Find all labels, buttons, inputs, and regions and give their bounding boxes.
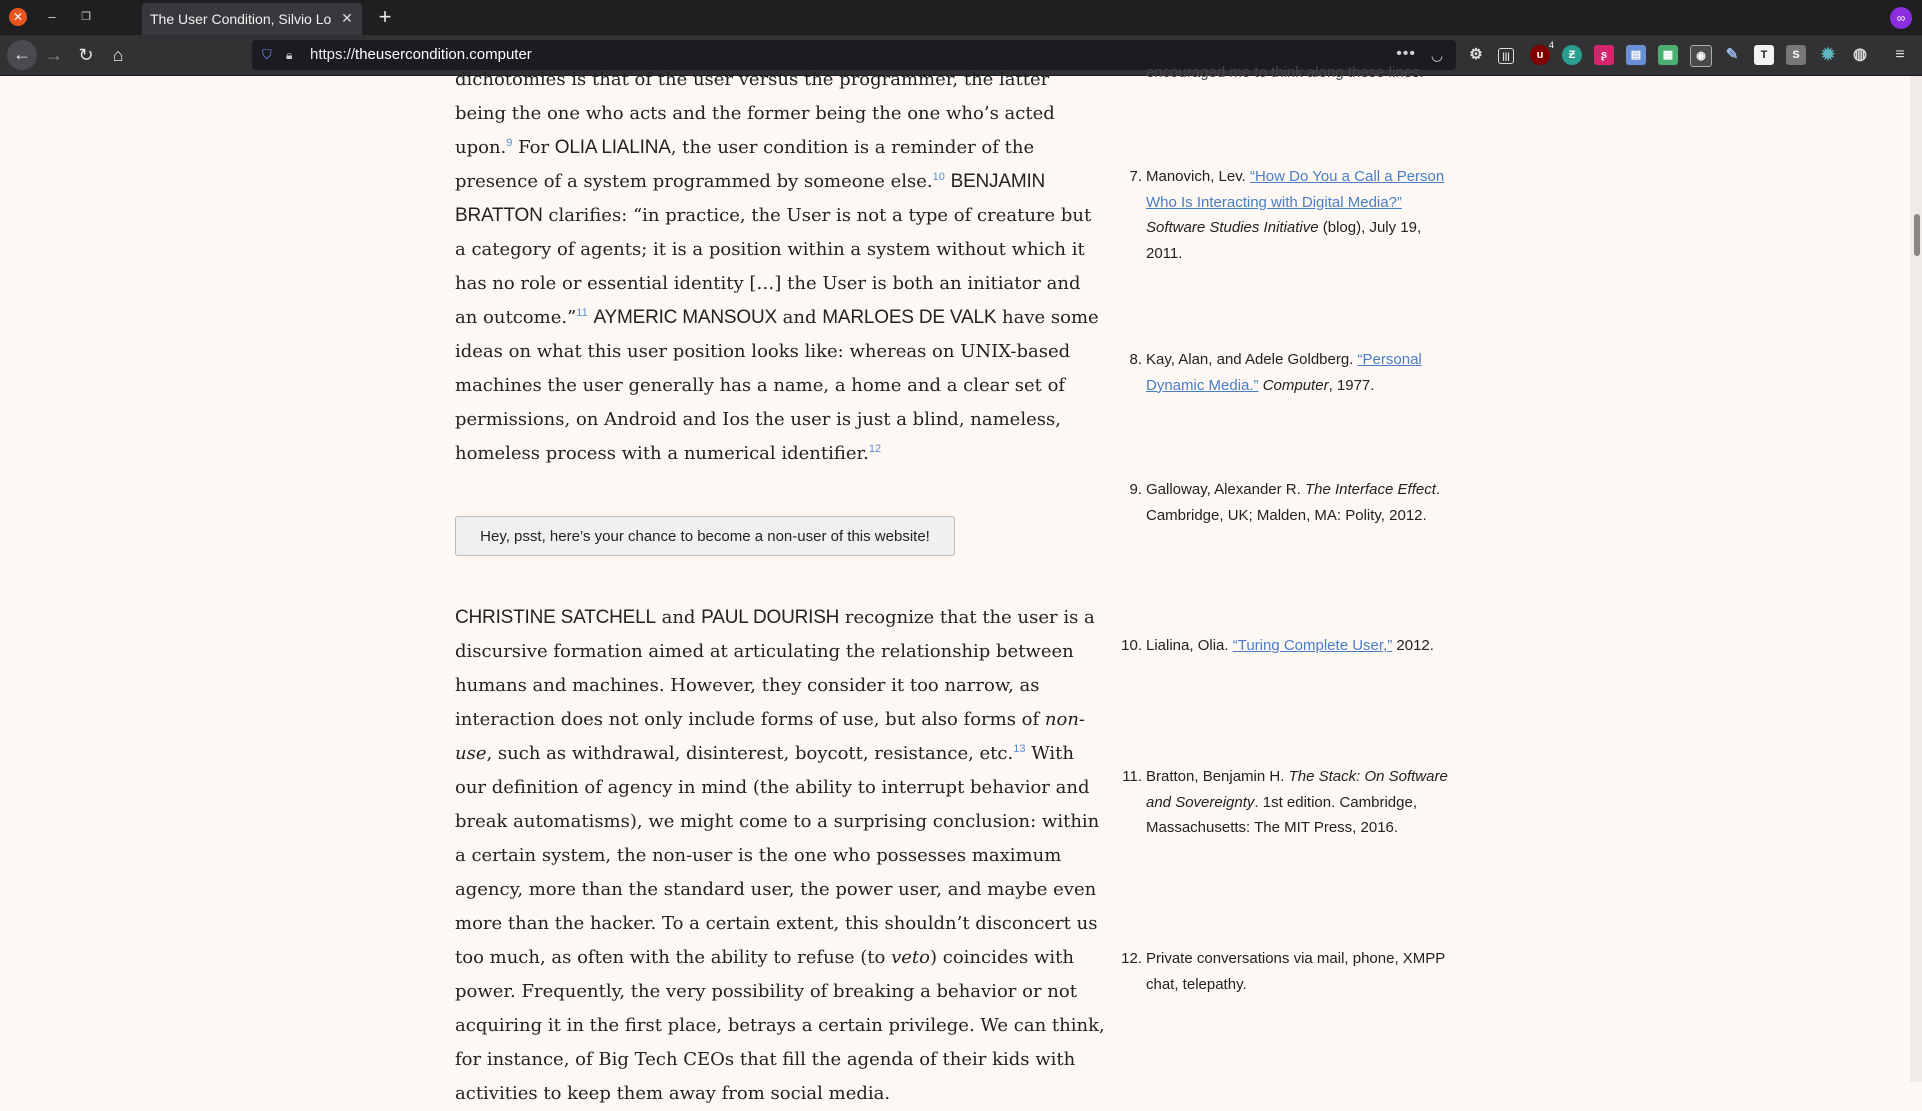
- footnote-text: Bratton, Benjamin H.: [1146, 768, 1289, 785]
- home-icon[interactable]: ⌂: [112, 45, 124, 65]
- window-restore-icon[interactable]: ❐: [81, 11, 91, 23]
- footnote-12: [1121, 946, 1461, 997]
- footnote-text: . Cambridge, UK; Malden, MA: Polity, 2012.: [1146, 481, 1441, 524]
- page-viewport: [0, 64, 1922, 1104]
- emphasis-non-use: non-use: [455, 709, 1085, 764]
- footnote-ref-11[interactable]: 11: [576, 307, 588, 319]
- library-icon[interactable]: |||: [1498, 48, 1514, 64]
- footnote-number: 7.: [1129, 168, 1142, 185]
- footnote-link[interactable]: “Turing Complete User,”: [1232, 637, 1393, 654]
- author-name: MARLOES DE VALK: [822, 307, 997, 328]
- footnote-7: [1129, 164, 1461, 266]
- tab-active[interactable]: [142, 3, 362, 35]
- footnote-text: (blog), July 19, 2011.: [1146, 219, 1422, 262]
- footnote-text: , 1977.: [1328, 376, 1375, 394]
- document-extension-icon[interactable]: ▤: [1626, 45, 1646, 65]
- url-text[interactable]: [310, 46, 532, 64]
- gear-cog-extension-icon[interactable]: ✹: [1820, 45, 1836, 64]
- s-extension-icon[interactable]: S: [1786, 45, 1806, 65]
- pocket-icon[interactable]: ◡: [1430, 47, 1444, 63]
- footnote-title: Computer: [1262, 376, 1329, 394]
- footnote-number: 12.: [1121, 950, 1142, 967]
- new-tab-button[interactable]: +: [378, 4, 392, 29]
- text-run: dichotomies is that of the user versus the programmer, the latter being the one who acts and the former being the one who’s acted upon.: [455, 69, 1055, 158]
- footnote-number: 11.: [1122, 768, 1142, 785]
- text-run: have some ideas on what this user position looks like: whereas on UNIX-based machines the user generally has a name, a home and a clear set of permissions, on Android and Ios the user is just a blind, nameless, homeless process with a numerical identifier.: [455, 307, 1099, 464]
- footnote-text: Lialina, Olia.: [1146, 637, 1233, 654]
- article-body: [455, 63, 1105, 1111]
- text-run: ) coincides with power. Frequently, the very possibility of breaking a behavior or not acquiring it in the first place, betrays a certain privilege. We can think, for instance, of Big Tech CEOs that fill the agenda of their kids with activities to keep them away from social media.: [455, 947, 1105, 1104]
- gear-extension-icon[interactable]: ⚙: [1469, 46, 1483, 63]
- footnote-9: [1129, 477, 1461, 528]
- footnote-title: Software Studies Initiative: [1146, 219, 1319, 236]
- footnote-text: . 1st edition. Cambridge, Massachusetts: The MIT Press, 2016.: [1146, 793, 1417, 836]
- footnote-number: 10.: [1121, 637, 1142, 654]
- text-run: For: [512, 137, 555, 158]
- footnote-number: 9.: [1129, 481, 1142, 498]
- footnote-8: [1129, 347, 1461, 398]
- author-name: CHRISTINE SATCHELL: [455, 607, 656, 628]
- sheet-extension-icon[interactable]: ▦: [1658, 45, 1678, 65]
- author-name: AYMERIC MANSOUX: [593, 307, 777, 328]
- footnote-ref-10[interactable]: 10: [932, 171, 945, 183]
- footnote-6-tail: encouraged me to think along these lines.: [1146, 64, 1424, 81]
- footnote-text: Kay, Alan, and Adele Goldberg.: [1146, 351, 1358, 368]
- reload-icon[interactable]: ↻: [78, 45, 94, 65]
- page-scrollbar[interactable]: [1910, 76, 1922, 1082]
- author-name: BENJAMIN BRATTON: [455, 171, 1046, 226]
- scrollbar-thumb[interactable]: [1914, 214, 1920, 256]
- paragraph-users: [455, 63, 1105, 471]
- paragraph-non-users: [455, 601, 1105, 1111]
- private-browsing-mask-icon: ∞: [1890, 7, 1912, 29]
- text-run: and: [776, 307, 823, 328]
- lock-icon[interactable]: 🔒︎: [286, 48, 293, 62]
- hamburger-menu-icon[interactable]: ≡: [1895, 46, 1905, 63]
- footnote-title: The Interface Effect: [1304, 481, 1436, 498]
- pink-extension-icon[interactable]: ʂ: [1594, 45, 1614, 65]
- page-actions-menu-icon[interactable]: •••: [1396, 45, 1416, 62]
- tab-close-icon[interactable]: ✕: [341, 10, 353, 26]
- footnote-text: Private conversations via mail, phone, XMPP chat, telepathy.: [1146, 950, 1446, 993]
- ublock-badge-count: 4: [1548, 40, 1554, 50]
- footnote-text: 2012.: [1392, 637, 1434, 654]
- footnote-number: 8.: [1129, 351, 1142, 368]
- browser-titlebar: [0, 0, 1922, 35]
- ublock-origin-icon[interactable]: u 4: [1530, 45, 1550, 65]
- tab-title: The User Condition, Silvio Lo: [150, 11, 332, 27]
- footnote-10: [1121, 633, 1461, 659]
- text-run: With our definition of agency in mind (the ability to interrupt behavior and break automatisms), we might come to a surprising conclusion: within a certain system, the non-user is the one who possesses maximum agency, more than the standard user, the power user, and maybe even more than the hacker. To a certain extent, this shouldn’t disconcert us too much, as often with the ability to refuse (to: [455, 743, 1100, 968]
- text-run: , such as withdrawal, disinterest, boycott, resistance, etc.: [486, 743, 1014, 764]
- text-run: recognize that the user is a discursive formation aimed at articulating the relationship between humans and machines. However, they consider it too narrow, as interaction does not only include forms of use, but also forms of: [455, 607, 1095, 730]
- footnote-ref-9[interactable]: 9: [506, 137, 513, 149]
- tracking-protection-shield-icon[interactable]: ⛉: [262, 47, 272, 62]
- footnote-title: The Stack: On Software and Sovereignty: [1146, 768, 1448, 811]
- author-name: PAUL DOURISH: [701, 607, 840, 628]
- window-minimize-icon[interactable]: –: [48, 9, 56, 24]
- privacy-extension-icon[interactable]: Ƶ: [1562, 45, 1582, 65]
- footnote-text: Manovich, Lev.: [1146, 168, 1250, 185]
- url-scheme: https://: [310, 46, 356, 63]
- emphasis-veto: veto: [891, 947, 930, 968]
- footnote-ref-12[interactable]: 12: [868, 443, 882, 455]
- back-arrow-icon[interactable]: ←: [7, 40, 37, 70]
- become-non-user-button[interactable]: Hey, psst, here’s your chance to become a non-user of this website!: [455, 516, 955, 556]
- text-run: , the user condition is a reminder of the presence of a system programmed by someone else.: [455, 137, 1035, 192]
- text-run: clarifies: “in practice, the User is not a type of creature but a category of agents; it is a position within a system without which it has no role or essential identity […] the User is both an initiator and an outcome.”: [455, 205, 1092, 328]
- url-host: theusercondition.computer: [355, 46, 532, 63]
- footnote-11: [1122, 764, 1461, 841]
- footnote-text: Galloway, Alexander R.: [1146, 481, 1305, 498]
- footnote-ref-13[interactable]: 13: [1013, 743, 1026, 755]
- forward-arrow-icon[interactable]: →: [45, 45, 63, 65]
- text-run: and: [655, 607, 702, 628]
- window-close-icon[interactable]: ✕: [9, 8, 27, 26]
- footnote-link[interactable]: “How Do You a Call a Person Who Is Interacting with Digital Media?”: [1146, 168, 1445, 211]
- media-extension-icon[interactable]: ◉: [1690, 45, 1712, 67]
- footnote-link[interactable]: “Personal Dynamic Media.”: [1146, 351, 1422, 394]
- author-name: OLIA LIALINA: [554, 137, 671, 158]
- text-extension-icon[interactable]: T: [1754, 45, 1774, 65]
- pen-extension-icon[interactable]: ✎: [1725, 46, 1739, 63]
- account-icon[interactable]: ◍: [1853, 46, 1867, 63]
